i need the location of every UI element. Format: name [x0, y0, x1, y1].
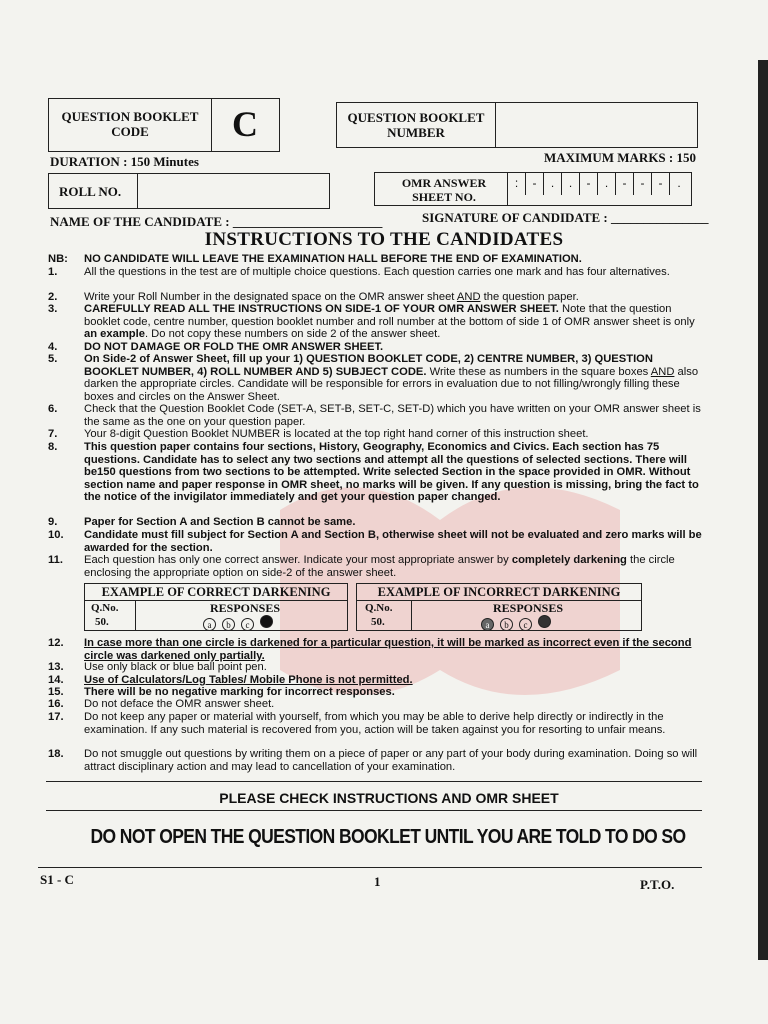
- instruction-item: 15. There will be no negative marking for incorrect responses.: [48, 686, 395, 698]
- qno-label: Q.No.: [91, 602, 119, 614]
- divider: [495, 103, 496, 147]
- response-circles: [203, 615, 279, 633]
- instruction-item: 3. CAREFULLY READ ALL THE INSTRUCTIONS ON SIDE-1 OF YOUR OMR ANSWER SHEET. Note that the question booklet code, centre number, question booklet number and roll number at the bottom of side 1 of OMR answer sheet is only an example. Do not copy these numbers on side 2 of the answer sheet.: [48, 303, 695, 341]
- divider: [46, 810, 702, 811]
- option-c-circle: c: [241, 618, 254, 631]
- responses-label: RESPONSES: [492, 601, 564, 615]
- instruction-item: 11. Each question has only one correct answer. Indicate your most appropriate answer by completely darkening the circle enclosing the appropriate option on side-2 of the answer sheet.: [48, 554, 675, 579]
- instruction-item: 6. Check that the Question Booklet Code (SET-A, SET-B, SET-C, SET-D) which you have written on your OMR answer sheet is the same as the one on your question paper.: [48, 403, 701, 428]
- option-d-filled-circle: [260, 615, 273, 628]
- instruction-item: 2. Write your Roll Number in the designated space on the OMR answer sheet AND the question paper.: [48, 291, 579, 303]
- candidate-signature-label: SIGNATURE OF CANDIDATE : _______________: [422, 210, 709, 225]
- omr-digit-cells: : - . . - . - - - .: [507, 173, 688, 205]
- correct-darkening-example: [84, 583, 348, 631]
- qno-value: 50.: [95, 616, 109, 628]
- divider: [46, 781, 702, 782]
- instruction-item: 1. All the questions in the test are of multiple choice questions. Each question carries one mark and has four alternatives.: [48, 266, 670, 278]
- instruction-item: 10. Candidate must fill subject for Section A and Section B, otherwise sheet will not be evaluated and zero marks will be awarded for the section.: [48, 529, 702, 554]
- instruction-item: 5. On Side-2 of Answer Sheet, fill up your 1) QUESTION BOOKLET CODE, 2) CENTRE NUMBER, 3) QUESTION BOOKLET NUMBER, 4) ROLL NUMBER AND 5) SUBJECT CODE. Write these as numbers in the square boxes AND also darken the appropriate circles. Candidate will be responsible for errors in evaluation due to not filling/wrongly filling these boxes and circles on the Answer Sheet.: [48, 353, 699, 403]
- option-b-circle: b: [500, 618, 513, 631]
- check-instructions-line: PLEASE CHECK INSTRUCTIONS AND OMR SHEET: [219, 790, 559, 806]
- divider: [38, 867, 702, 868]
- incorrect-example-title: EXAMPLE OF INCORRECT DARKENING: [377, 585, 621, 599]
- roll-no-box: [48, 173, 330, 209]
- pto-text: P.T.O.: [640, 877, 675, 892]
- booklet-code-label: QUESTION BOOKLET CODE: [61, 109, 199, 139]
- divider: [411, 600, 412, 630]
- option-a-circle: a: [203, 618, 216, 631]
- do-not-open-warning: DO NOT OPEN THE QUESTION BOOKLET UNTIL YOU ARE TOLD TO DO SO: [90, 824, 686, 848]
- instruction-item: 13. Use only black or blue ball point pen.: [48, 661, 267, 673]
- instruction-item: 12. In case more than one circle is darkened for a particular question, it will be marked as incorrect even if the second circle was darkened only partially.: [48, 637, 692, 662]
- page-title: INSTRUCTIONS TO THE CANDIDATES: [204, 229, 564, 250]
- duration-text: DURATION : 150 Minutes: [50, 154, 199, 169]
- booklet-number-label: QUESTION BOOKLET NUMBER: [347, 110, 485, 140]
- instruction-item: 8. This question paper contains four sections, History, Geography, Economics and Civics. Each section has 75 questions. Candidate has to select any two sections and attempt all the questions of selected sections. There will be150 questions from two sections to be attempted. Write selected Section in the space provided in OMR. Without section name and paper response in OMR sheet, no marks will be given. If any question is missing, bring the fact to the notice of the invigilator immediately and get your question paper changed.: [48, 441, 699, 504]
- page-number: 1: [374, 874, 381, 889]
- divider: [135, 600, 136, 630]
- response-circles: [481, 615, 557, 633]
- booklet-number-box: [336, 102, 698, 148]
- option-a-partial-circle: a: [481, 618, 494, 631]
- roll-no-label: ROLL NO.: [59, 184, 122, 199]
- instruction-item: 18. Do not smuggle out questions by writing them on a piece of paper or any part of your body during examination. Doing so will attract disciplinary action and may lead to cancellation of your examination.: [48, 748, 698, 773]
- incorrect-darkening-example: [356, 583, 642, 631]
- qno-label: Q.No.: [365, 602, 393, 614]
- divider: [137, 174, 138, 208]
- divider: [211, 99, 212, 151]
- instruction-item: 9. Paper for Section A and Section B cannot be same.: [48, 516, 356, 528]
- nb-line: NB: NO CANDIDATE WILL LEAVE THE EXAMINATION HALL BEFORE THE END OF EXAMINATION.: [48, 253, 582, 265]
- instruction-item: 7. Your 8-digit Question Booklet NUMBER is located at the top right hand corner of this instruction sheet.: [48, 428, 589, 440]
- instruction-item: 14. Use of Calculators/Log Tables/ Mobile Phone is not permitted.: [48, 674, 413, 686]
- candidate-name-label: NAME OF THE CANDIDATE : _______________________: [50, 214, 383, 229]
- instruction-item: 16. Do not deface the OMR answer sheet.: [48, 698, 275, 710]
- instruction-item: 4. DO NOT DAMAGE OR FOLD THE OMR ANSWER SHEET.: [48, 341, 384, 353]
- max-marks-text: MAXIMUM MARKS : 150: [543, 150, 696, 165]
- booklet-code-value: C: [232, 104, 258, 144]
- instruction-item: 17. Do not keep any paper or material with yourself, from which you may be able to derive help directly or indirectly in the examination. If any such material is recovered from you, action will be taken against you for resorting to unfair means.: [48, 711, 666, 736]
- correct-example-title: EXAMPLE OF CORRECT DARKENING: [101, 585, 331, 599]
- omr-label: OMR ANSWER SHEET NO.: [401, 176, 487, 204]
- footer-code: S1 - C: [40, 872, 74, 887]
- option-d-partial-circle: [538, 615, 551, 628]
- omr-sheet-box: [374, 172, 692, 206]
- booklet-code-box: [48, 98, 280, 152]
- page-edge: [758, 60, 768, 960]
- qno-value: 50.: [371, 616, 385, 628]
- responses-label: RESPONSES: [209, 601, 281, 615]
- option-b-circle: b: [222, 618, 235, 631]
- option-c-circle: c: [519, 618, 532, 631]
